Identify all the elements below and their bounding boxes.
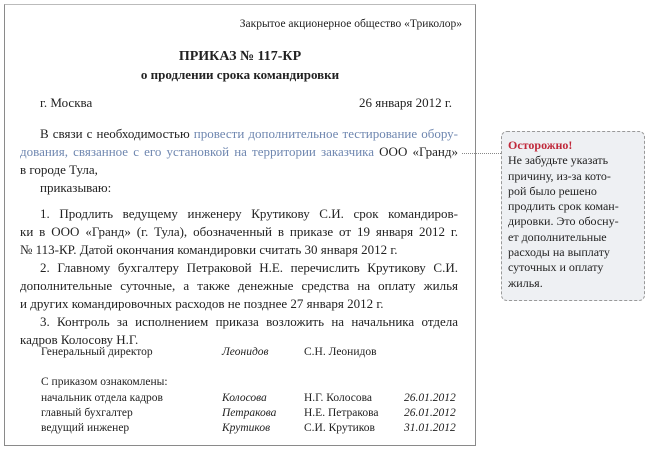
- ack-date: 26.01.2012: [404, 407, 456, 419]
- callout-line: ет дополнительные: [508, 229, 607, 244]
- item-1-line-3: № 113-КР. Датой окончания командировки считать 30 января 2012 г.: [20, 242, 398, 257]
- callout-line: Не забудьте указать: [508, 153, 609, 168]
- callout-line: дировки. Это обосну-: [508, 214, 619, 229]
- ack-signature: Колосова: [222, 392, 267, 404]
- ack-date: 26.01.2012: [404, 392, 456, 404]
- callout-line: жилья.: [508, 275, 543, 290]
- callout-line: рой было решено: [508, 183, 597, 198]
- city: г. Москва: [40, 95, 93, 110]
- callout-line: расходы на выплату: [508, 245, 610, 260]
- callout-heading: Осторожно!: [508, 138, 573, 152]
- item-2-line-3: и других командировочных расходов не позднее 27 января 2012 г.: [20, 296, 384, 311]
- director-position: Генеральный директор: [41, 346, 153, 358]
- acknowledged-label: С приказом ознакомлены:: [41, 376, 168, 388]
- preamble-line-2: дования, связанное с его установкой на территории заказчика ООО «Гранд»: [20, 144, 458, 159]
- ack-position: ведущий инженер: [41, 422, 130, 434]
- callout-text: [508, 153, 638, 291]
- document-subtitle: о продлении срока командировки: [140, 67, 340, 82]
- director-name: С.Н. Леонидов: [304, 346, 377, 358]
- item-2-line-2: дополнительные суточные, а также денежные средства на оплату жилья: [20, 278, 458, 293]
- callout-line: причину, из-за кото-: [508, 168, 611, 183]
- item-2-line-1: 2. Главному бухгалтеру Петраковой Н.Е. перечислить Крутикову С.И.: [40, 260, 458, 275]
- callout-leader-line: [462, 153, 501, 154]
- warning-callout: [501, 131, 645, 301]
- item-1-line-2: ки в ООО «Гранд» (г. Тула), обозначенный в приказе от 19 января 2012 г.: [20, 224, 458, 239]
- preamble-line-3: в городе Тула,: [20, 162, 98, 177]
- ack-position: главный бухгалтер: [41, 407, 133, 419]
- ack-position: начальник отдела кадров: [41, 392, 163, 404]
- item-3-line-2: кадров Колосову Н.Г.: [20, 332, 139, 347]
- ack-signature: Крутиков: [222, 422, 271, 434]
- ack-name: Н.Е. Петракова: [304, 407, 379, 419]
- callout-full-text: [508, 291, 509, 292]
- item-1-line-1: 1. Продлить ведущему инженеру Крутикову С.И. срок командиров-: [40, 206, 458, 221]
- ack-name: Н.Г. Колосова: [304, 392, 372, 404]
- callout-line: суточных и оплату: [508, 260, 604, 275]
- preamble-line-1: В связи с необходимостью провести дополнительное тестирование обору-: [40, 126, 458, 141]
- order-word: приказываю:: [40, 180, 112, 195]
- callout-line: продлить срок коман-: [508, 199, 619, 214]
- item-3-line-1: 3. Контроль за исполнением приказа возложить на начальника отдела: [40, 314, 458, 329]
- ack-name: С.И. Крутиков: [304, 422, 375, 434]
- ack-date: 31.01.2012: [404, 422, 456, 434]
- document-title: ПРИКАЗ № 117-КР: [178, 49, 302, 64]
- document-date: 26 января 2012 г.: [358, 95, 452, 110]
- organization-name: Закрытое акционерное общество «Триколор»: [239, 18, 462, 30]
- ack-signature: Петракова: [222, 407, 277, 419]
- director-signature: Леонидов: [222, 346, 269, 358]
